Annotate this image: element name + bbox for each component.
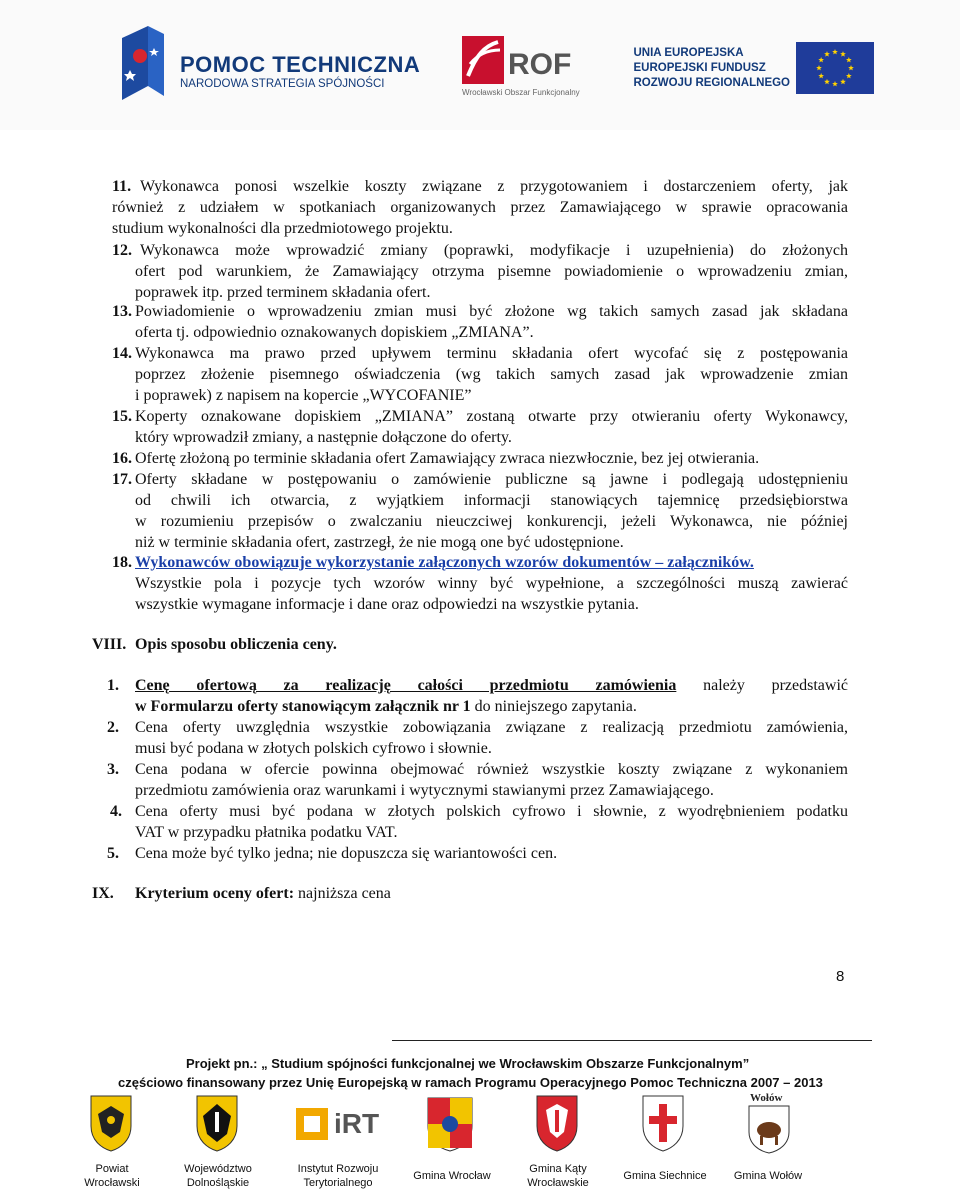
- gmina-wolow-logo: [744, 1092, 794, 1154]
- rof-subtitle: Wrocławski Obszar Funkcjonalny: [462, 88, 580, 97]
- criterion-value: najniższa cena: [294, 885, 391, 902]
- item-number: 17.: [112, 471, 132, 488]
- item-number: 2.: [107, 719, 119, 736]
- item-text-line: Cena oferty uwzględnia wszystkie zobowiązania związane z realizacją przedmiotu zamówienia,: [135, 719, 848, 736]
- item-number: 12.: [112, 242, 132, 259]
- pomoc-techniczna-logo: [118, 26, 421, 112]
- criterion-label: Kryterium oceny ofert:: [135, 885, 295, 902]
- partner-caption-katy: [520, 1162, 596, 1190]
- item-text-line: poprawek itp. przed terminem składania ofert.: [135, 284, 431, 301]
- item-text-line: [135, 696, 637, 717]
- caption-line: Gmina Wołów: [733, 1170, 803, 1182]
- caption-line: Dolnośląskie: [186, 1177, 250, 1189]
- irt-logo-text: iRT: [334, 1108, 380, 1139]
- wojewodztwo-dolnoslaskie-crest-icon: [194, 1094, 240, 1152]
- caption-line: Gmina Wrocław: [413, 1170, 491, 1182]
- item-text-line: Cena może być tylko jedna; nie dopuszcza się wariantowości cen.: [135, 845, 558, 862]
- eu-line-3: ROZWOJU REGIONALNEGO: [633, 77, 790, 89]
- item-text-line: Koperty oznakowane dopiskiem „ZMIANA” zostaną otwarte przy otwieraniu oferty Wykonawcy,: [135, 408, 848, 425]
- eu-line-1: UNIA EUROPEJSKA: [633, 47, 744, 59]
- pomoc-techniczna-subtitle: NARODOWA STRATEGIA SPÓJNOŚCI: [180, 78, 385, 90]
- caption-line: Gmina Siechnice: [623, 1170, 707, 1182]
- gmina-wolow-crest-icon: [746, 1104, 792, 1154]
- item-text-line: Cena podana w ofercie powinna obejmować również wszystkie koszty związane z wykonaniem: [135, 761, 848, 778]
- eu-logo: [633, 42, 878, 98]
- item-text-line: Wykonawca może wprowadzić zmiany (poprawki, modyfikacje i uzupełnienia) do złożonych: [140, 242, 848, 259]
- caption-line: Wrocławski: [84, 1177, 140, 1189]
- item-text-line: studium wykonalności dla przedmiotowego projektu.: [112, 220, 453, 237]
- section-title: Opis sposobu obliczenia ceny.: [135, 636, 337, 653]
- footer-funding-line: częściowo finansowany przez Unię Europejską w ramach Programu Operacyjnego Pomoc Techniczna 2007 – 2013: [118, 1075, 823, 1090]
- footer-divider: [392, 1040, 872, 1041]
- bold-phrase: w Formularzu oferty stanowiącym załącznik nr 1: [135, 698, 471, 715]
- underlined-phrase: Cenę ofertową za realizację całości przedmiotu zamówienia: [135, 677, 677, 694]
- section-number: VIII.: [92, 636, 127, 653]
- partner-caption-wroclaw: [408, 1169, 496, 1183]
- irt-logo: [294, 1102, 394, 1146]
- eu-flag-icon: [796, 42, 874, 94]
- item-number: 18.: [112, 554, 132, 571]
- item-text-line: w rozumieniu przepisów o zwalczaniu nieuczciwej konkurencji, jeżeli Wykonawca, nie później: [135, 513, 848, 530]
- partner-caption-powiat: [78, 1162, 146, 1190]
- pomoc-techniczna-flag-icon: [118, 26, 166, 106]
- item-number: 5.: [107, 845, 119, 862]
- rof-logo: [462, 36, 582, 98]
- item-text-line: Wykonawca ponosi wszelkie koszty związane z przygotowaniem i dostarczeniem oferty, jak: [140, 178, 848, 195]
- item-text-line: Wszystkie pola i pozycje tych wzorów winny być wypełnione, a szczególności muszą zawierać: [135, 575, 848, 592]
- item-text-line: Wykonawca ma prawo przed upływem terminu składania ofert wycofać się z postępowania: [135, 345, 848, 362]
- item-text-line: Oferty składane w postępowaniu o zamówienie publiczne są jawne i podlegają udostępnieniu: [135, 471, 848, 488]
- partner-caption-wolow: [728, 1169, 808, 1183]
- partner-caption-irt: [290, 1162, 386, 1190]
- partner-caption-siechnice: [618, 1169, 712, 1183]
- item-text-line: [135, 675, 848, 696]
- item-text-line: Cena oferty musi być podana w złotych polskich cyfrowo i słownie, z wyodrębnieniem podatku: [135, 803, 848, 820]
- item-text-line: niż w terminie składania ofert, zastrzegł, że nie mogą one być udostępnione.: [135, 534, 624, 551]
- item-number: 3.: [107, 761, 119, 778]
- powiat-wroclawski-crest-icon: [88, 1094, 134, 1152]
- irt-mark-icon: [294, 1102, 330, 1146]
- rof-mark-icon: [462, 36, 504, 84]
- item-number: 13.: [112, 303, 132, 320]
- item-text-line: i poprawek) z napisem na kopercie „WYCOFANIE”: [135, 387, 472, 404]
- item-number: 1.: [107, 677, 119, 694]
- item-number: 14.: [112, 345, 132, 362]
- item-number: 11.: [112, 178, 132, 195]
- item-text-line: wszystkie wymagane informacje i dane oraz odpowiedzi na wszystkie pytania.: [135, 596, 639, 613]
- caption-line: Powiat: [95, 1163, 129, 1175]
- item-text-line: Powiadomienie o wprowadzeniu zmian musi być złożone wg takich samych zasad jak składana: [135, 303, 848, 320]
- item-text-line: poprzez złożenie pisemnego oświadczenia (wg takich samych zasad jak wprowadzenie zmian: [135, 366, 848, 383]
- attachments-link[interactable]: Wykonawców obowiązuje wykorzystanie załączonych wzorów dokumentów – załączników.: [135, 554, 754, 571]
- partner-caption-wojewodztwo: [178, 1162, 258, 1190]
- footer-project-line: Projekt pn.: „ Studium spójności funkcjonalnej we Wrocławskim Obszarze Funkcjonalnym”: [186, 1056, 750, 1071]
- item-text-line: Ofertę złożoną po terminie składania ofert Zamawiający zwraca niezwłocznie, bez jej otwierania.: [135, 450, 760, 467]
- caption-line: Województwo: [184, 1163, 252, 1175]
- item-text-line: który wprowadził zmiany, a następnie dołączone do oferty.: [135, 429, 512, 446]
- caption-line: Terytorialnego: [303, 1177, 373, 1189]
- gmina-siechnice-crest-icon: [640, 1094, 686, 1152]
- item-number: 4.: [110, 803, 122, 820]
- item-text-line: VAT w przypadku płatnika podatku VAT.: [135, 824, 398, 841]
- item-text-line: oferta tj. odpowiednio oznakowanych dopiskiem „ZMIANA”.: [135, 324, 534, 341]
- caption-line: Wrocławskie: [527, 1177, 589, 1189]
- page-number: 8: [836, 968, 845, 985]
- eu-text: [633, 46, 790, 91]
- rof-title: ROF: [508, 48, 572, 81]
- caption-line: Instytut Rozwoju: [297, 1163, 379, 1175]
- wolow-logo-text: Wołów: [750, 1092, 783, 1104]
- item-text-line: ofert pod warunkiem, że Zamawiający otrzyma pisemne powiadomienie o wprowadzeniu zmian,: [135, 263, 848, 280]
- caption-line: Gmina Kąty: [529, 1163, 587, 1175]
- gmina-wroclaw-crest-icon: [424, 1094, 476, 1152]
- item-text-line: przedmiotu zamówienia oraz warunkami i wytycznymi stawianymi przez Zamawiającego.: [135, 782, 714, 799]
- eu-line-2: EUROPEJSKI FUNDUSZ: [633, 62, 766, 74]
- item-text-line: również z udziałem w spotkaniach organizowanych przez Zamawiającego w sprawie opracowania: [112, 199, 848, 216]
- item-text-rest: należy przedstawić: [676, 677, 848, 694]
- item-number: 15.: [112, 408, 132, 425]
- item-text-line: musi być podana w złotych polskich cyfrowo i słownie.: [135, 740, 492, 757]
- item-number: 16.: [112, 450, 132, 467]
- gmina-katy-wroclawskie-crest-icon: [534, 1094, 580, 1152]
- criterion-line: [135, 883, 391, 904]
- section-number: IX.: [92, 885, 114, 902]
- item-text-rest: do niniejszego zapytania.: [470, 698, 637, 715]
- item-text-line: od chwili ich otwarcia, z wyjątkiem informacji stanowiących tajemnicę przedsiębiorstwa: [135, 492, 848, 509]
- pomoc-techniczna-title: POMOC TECHNICZNA: [180, 52, 421, 77]
- header-bar: [0, 0, 960, 130]
